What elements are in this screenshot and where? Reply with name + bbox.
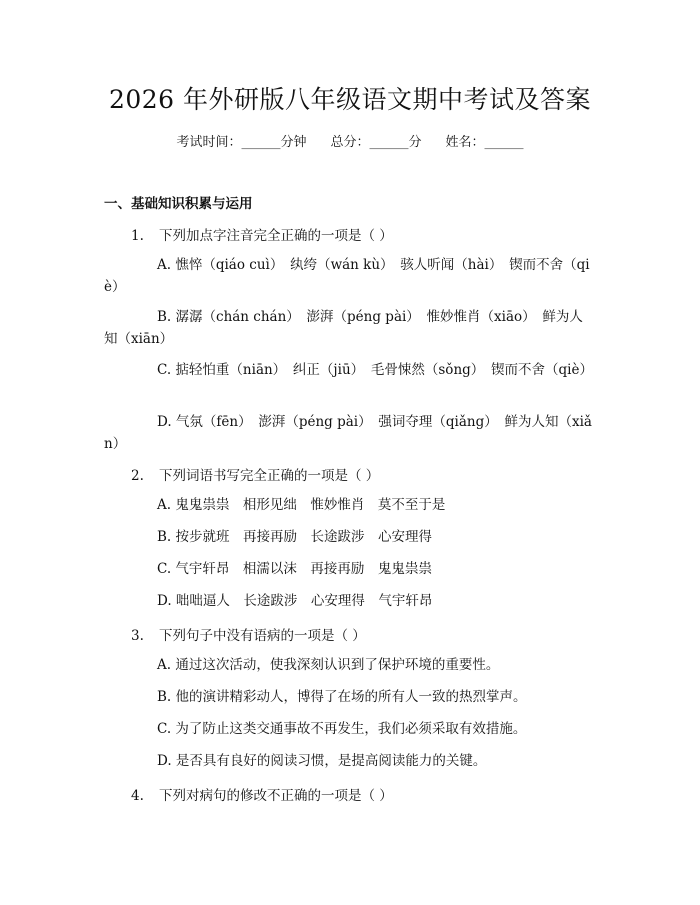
option-d: D. 是否具有良好的阅读习惯，是提高阅读能力的关键。 — [157, 753, 487, 769]
exam-info-line — [0, 131, 700, 150]
option-d: D. 咄咄逼人 长途跋涉 心安理得 气宇轩昂 — [157, 593, 433, 609]
total-score-field: 总分：______分 — [330, 135, 422, 150]
question-stem: 下列对病句的修改不正确的一项是（ ） — [159, 788, 393, 804]
page-title: 2026 年外研版八年级语文期中考试及答案 — [108, 85, 592, 114]
option-b: B. 他的演讲精彩动人，博得了在场的所有人一致的热烈掌声。 — [157, 689, 527, 705]
question-4 — [131, 784, 393, 804]
question-2 — [131, 464, 379, 484]
question-stem: 下列句子中没有语病的一项是（ ） — [159, 628, 366, 644]
question-number: 2. — [131, 468, 144, 484]
question-stem: 下列词语书写完全正确的一项是（ ） — [159, 468, 380, 484]
exam-time-field: 考试时间：______分钟 — [176, 135, 307, 150]
question-number: 1. — [131, 228, 144, 244]
question-3 — [131, 624, 366, 644]
option-c: C. 气宇轩昂 相濡以沫 再接再励 鬼鬼祟祟 — [157, 561, 432, 577]
question-number: 3. — [131, 628, 144, 644]
student-name-field: 姓名：______ — [445, 135, 524, 150]
option-a: A. 憔悴（qiáo cuì） 纨绔（wán kù） 骇人听闻（hài） 锲而不舍（qiè） — [104, 257, 590, 295]
question-1 — [131, 224, 393, 244]
question-number: 4. — [131, 788, 144, 804]
option-c: C. 为了防止这类交通事故不再发生，我们必须采取有效措施。 — [157, 721, 527, 737]
section-heading: 一、基础知识积累与运用 — [104, 196, 253, 212]
option-a: A. 通过这次活动，使我深刻认识到了保护环境的重要性。 — [157, 657, 500, 673]
question-stem: 下列加点字注音完全正确的一项是（ ） — [159, 228, 393, 244]
option-d: D. 气氛（fēn） 澎湃（péng pài） 强词夺理（qiǎng） 鲜为人知（xiǎn） — [104, 414, 592, 452]
option-b: B. 潺潺（chán chán） 澎湃（péng pài） 惟妙惟肖（xiāo） 鲜为人知（xiān） — [104, 309, 583, 347]
option-a: A. 鬼鬼祟祟 相形见绌 惟妙惟肖 莫不至于是 — [157, 497, 446, 513]
option-c: C. 掂轻怕重（niān） 纠正（jiū） 毛骨悚然（sǒng） 锲而不舍（qiè） — [157, 362, 593, 378]
option-b: B. 按步就班 再接再励 长途跋涉 心安理得 — [157, 529, 433, 545]
